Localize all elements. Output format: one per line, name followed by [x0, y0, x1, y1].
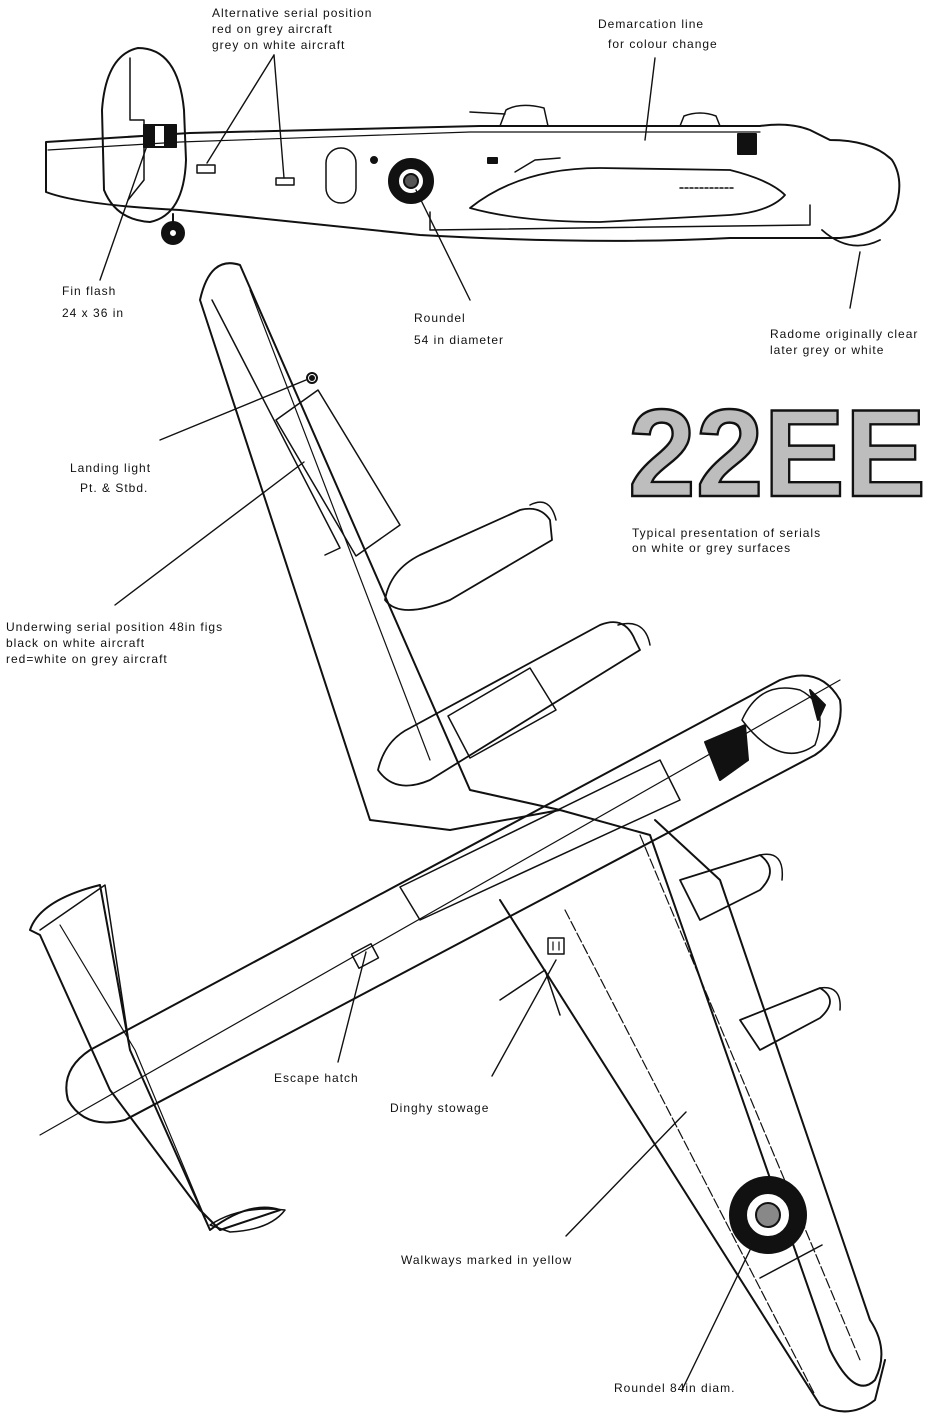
side-door [326, 148, 356, 203]
side-turret [500, 105, 548, 126]
side-radome [822, 230, 880, 246]
alt-serial-label-2: red on grey aircraft [212, 22, 333, 36]
plan-engine-inner [378, 622, 640, 785]
landing-light-label-2: Pt. & Stbd. [80, 481, 149, 495]
serial-sample-graphic [628, 402, 928, 502]
side-wing-root [430, 205, 810, 230]
side-engine-nacelle [470, 168, 785, 222]
alt-serial-label-3: grey on white aircraft [212, 38, 346, 52]
underwing-serial-label-2: black on white aircraft [6, 636, 146, 650]
roundel-side-label-1: Roundel [414, 311, 466, 325]
serial-presentation-label-2: on white or grey surfaces [632, 541, 792, 555]
dinghy-hatch-shape [548, 938, 564, 954]
serial-presentation-label-1: Typical presentation of serials [632, 526, 822, 540]
roundel-wing-label: Roundel 84in diam. [614, 1381, 736, 1395]
radome-label-2: later grey or white [770, 343, 885, 357]
plan-engine-starboard-outer [740, 988, 830, 1050]
alt-serial-box-fin [197, 165, 215, 173]
landing-light-label-1: Landing light [70, 461, 152, 475]
alt-serial-label-1: Alternative serial position [212, 6, 373, 20]
serial-sample-text: 22EE [628, 402, 926, 502]
roundel-side-label-2: 54 in diameter [414, 333, 505, 347]
dinghy-stowage-label: Dinghy stowage [390, 1101, 490, 1115]
plan-engine-outer [385, 509, 552, 610]
plan-bomb-bay [400, 760, 680, 920]
underwing-serial-label-1: Underwing serial position 48in figs [6, 620, 224, 634]
plan-starboard-wing [560, 810, 881, 1386]
radome-label-1: Radome originally clear [770, 327, 919, 341]
demarcation-label-1: Demarcation line [598, 17, 705, 31]
underwing-serial-label-3: red=white on grey aircraft [6, 652, 168, 666]
escape-hatch-label: Escape hatch [274, 1071, 359, 1085]
side-view-aircraft [46, 48, 899, 246]
plan-port-wing [200, 263, 560, 830]
plan-nose-dark-panels [705, 725, 748, 780]
underwing-serial-box [276, 390, 400, 556]
alt-serial-box-fuselage [276, 178, 294, 185]
fin-flash-label-2: 24 x 36 in [62, 306, 125, 320]
walkways-label: Walkways marked in yellow [401, 1253, 573, 1267]
plan-engine-starboard-inner [680, 855, 770, 920]
fin-flash-label-1: Fin flash [62, 284, 117, 298]
demarcation-label-2: for colour change [608, 37, 718, 51]
